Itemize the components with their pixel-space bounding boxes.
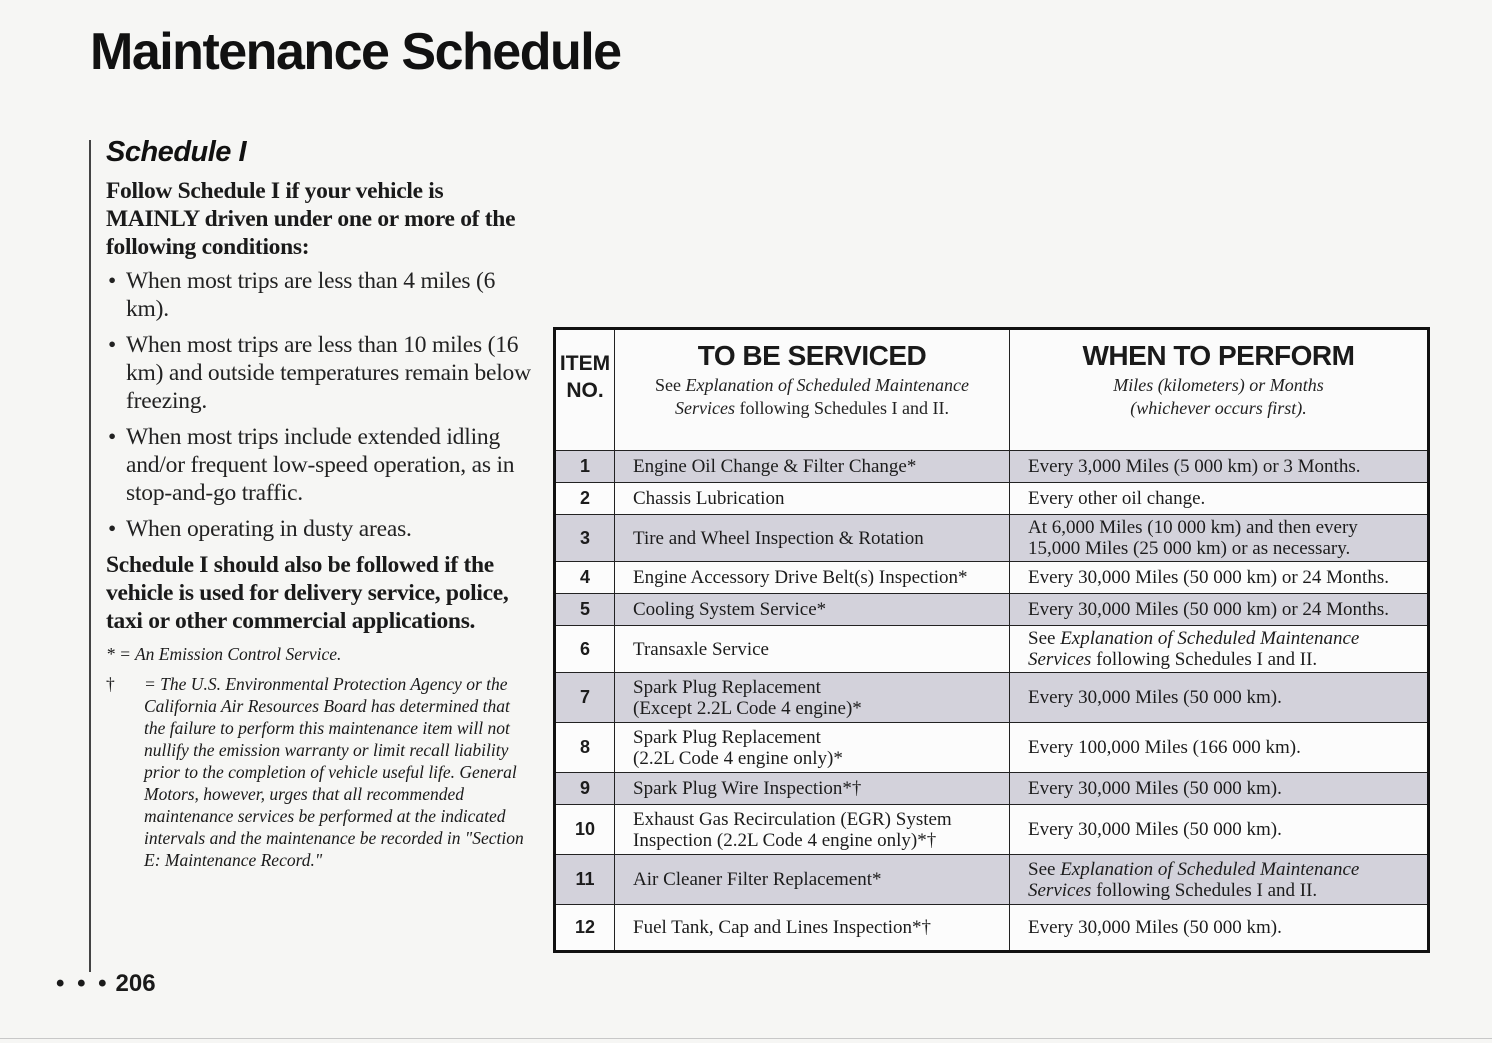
service-text: Spark Plug Replacement [633,676,821,698]
condition-text: When operating in dusty areas. [126,516,412,542]
service-text: Spark Plug Replacement [633,726,821,748]
service-text: Chassis Lubrication [633,488,785,509]
service-cell [615,562,1010,594]
table-row [555,673,1429,723]
conditions-list [106,267,531,543]
service-cell [615,773,1010,805]
table-row [555,773,1429,805]
interval-cell [1010,905,1429,952]
table-row [555,905,1429,952]
service-text: Air Cleaner Filter Replacement* [633,869,882,890]
table-row [555,626,1429,673]
interval-text: See Explanation of Scheduled Maintenance [1028,628,1360,649]
service-text: Cooling System Service* [633,599,827,620]
interval-text: Every other oil change. [1028,488,1206,509]
interval-cell [1010,451,1429,483]
table-row [555,723,1429,773]
footnotes [106,643,531,871]
item-number: 2 [555,483,615,515]
service-cell [615,451,1010,483]
interval-text: Every 3,000 Miles (5 000 km) or 3 Months. [1028,456,1361,477]
item-no-header: ITEM NO. [555,329,615,451]
service-text: Inspection (2.2L Code 4 engine only)*† [633,829,937,851]
condition-text: When most trips are less than 10 miles (16 km) and outside temperatures remain below freezing. [126,332,531,414]
service-cell [615,483,1010,515]
service-text: Fuel Tank, Cap and Lines Inspection*† [633,917,932,938]
interval-cell [1010,855,1429,905]
page-number-value: 206 [115,970,156,997]
item-number: 12 [555,905,615,952]
interval-cell [1010,483,1429,515]
commercial-note: Schedule I should also be followed if the vehicle is used for delivery service, police, taxi or other commercial applications. [106,552,509,634]
emission-footnote: * = An Emission Control Service. [106,644,342,664]
item-number: 11 [555,855,615,905]
service-text: (2.2L Code 4 engine only)* [633,747,843,769]
when-to-perform-header [1010,329,1429,451]
service-cell [615,515,1010,562]
interval-text: Every 100,000 Miles (166 000 km). [1028,737,1301,758]
page-title: Maintenance Schedule [90,23,621,81]
interval-text: Every 30,000 Miles (50 000 km) or 24 Months. [1028,599,1389,620]
page-number [56,970,156,998]
condition-text: When most trips are less than 4 miles (6 km). [126,268,496,322]
service-cell [615,905,1010,952]
table-row [555,855,1429,905]
service-text: Transaxle Service [633,638,769,660]
interval-cell [1010,723,1429,773]
bullet-icon: • [108,516,117,542]
schedule-heading: Schedule I [106,136,247,168]
interval-text: Services following Schedules I and II. [1028,649,1318,670]
item-number: 9 [555,773,615,805]
service-cell [615,594,1010,626]
interval-text: See Explanation of Scheduled Maintenance [1028,858,1360,880]
interval-cell [1010,515,1429,562]
page-dots: • • • [56,970,110,997]
interval-text: Every 30,000 Miles (50 000 km). [1028,917,1282,938]
table-row [555,483,1429,515]
interval-text: Services following Schedules I and II. [1028,879,1318,901]
bottom-rule [0,1038,1492,1039]
interval-cell [1010,673,1429,723]
service-text: (Except 2.2L Code 4 engine)* [633,697,862,719]
service-text: Spark Plug Wire Inspection*† [633,778,862,799]
interval-text: 15,000 Miles (25 000 km) or as necessary. [1028,538,1351,559]
dagger-footnote-text: = The U.S. Environmental Protection Agency or the California Air Resources Board has determined that the failure to perform this maintenance item will not nullify the emission warranty or limit recall liability prior to the completion of vehicle useful life. General Motors, however, urges that all recommended maintenance services be performed at the indicated intervals and the maintenance be recorded in "Section E: Maintenance Record." [144,674,524,870]
service-cell [615,723,1010,773]
service-cell [615,673,1010,723]
item-number: 10 [555,805,615,855]
dagger-symbol: † [106,674,115,694]
item-number: 1 [555,451,615,483]
list-item [106,331,531,415]
when-to-perform-subtitle: Miles (kilometers) or Months (whichever occurs first). [1113,375,1324,418]
interval-cell [1010,805,1429,855]
item-number: 6 [555,626,615,673]
service-text: Engine Accessory Drive Belt(s) Inspection* [633,567,968,588]
service-text: Tire and Wheel Inspection & Rotation [633,527,924,549]
service-cell [615,626,1010,673]
table-row [555,515,1429,562]
schedule-text [106,136,531,871]
table-row [555,805,1429,855]
list-item [106,267,531,323]
dagger-footnote [106,673,531,871]
table-header-row [555,329,1429,451]
condition-text: When most trips include extended idling and/or frequent low-speed operation, as in stop-and-go traffic. [126,424,515,506]
list-item [106,423,531,507]
interval-cell [1010,562,1429,594]
interval-text: Every 30,000 Miles (50 000 km). [1028,687,1282,708]
interval-text: Every 30,000 Miles (50 000 km). [1028,778,1282,799]
item-number: 8 [555,723,615,773]
service-cell [615,805,1010,855]
interval-cell [1010,773,1429,805]
interval-text: Every 30,000 Miles (50 000 km). [1028,819,1282,840]
service-text: Exhaust Gas Recirculation (EGR) System [633,808,952,830]
to-be-serviced-title: TO BE SERVICED [697,340,927,371]
service-text: Engine Oil Change & Filter Change* [633,456,917,477]
service-cell [615,855,1010,905]
bullet-icon: • [108,332,117,358]
bullet-icon: • [108,268,117,294]
interval-text: At 6,000 Miles (10 000 km) and then every [1028,517,1358,538]
item-number: 4 [555,562,615,594]
table-row [555,562,1429,594]
item-number: 7 [555,673,615,723]
interval-cell [1010,594,1429,626]
to-be-serviced-subtitle: See Explanation of Scheduled Maintenance Services following Schedules I and II. [655,375,969,418]
interval-text: Every 30,000 Miles (50 000 km) or 24 Months. [1028,567,1389,588]
when-to-perform-title: WHEN TO PERFORM [1082,340,1355,371]
table-row [555,594,1429,626]
item-number: 3 [555,515,615,562]
to-be-serviced-header [615,329,1010,451]
schedule-intro: Follow Schedule I if your vehicle is MAINLY driven under one or more of the following conditions: [106,178,516,260]
list-item [106,515,531,543]
margin-rule [89,140,91,972]
table-row [555,451,1429,483]
item-number: 5 [555,594,615,626]
maintenance-table [553,327,1430,953]
table-body [555,451,1429,952]
bullet-icon: • [108,424,117,450]
interval-cell [1010,626,1429,673]
